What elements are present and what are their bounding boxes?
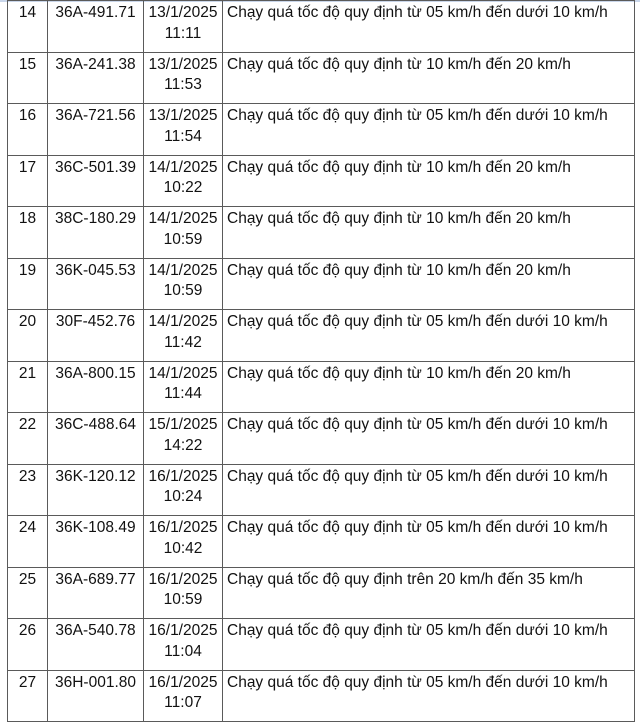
cell-index: 20 [8,310,48,362]
cell-violation: Chạy quá tốc độ quy định từ 10 km/h đến 20 km/h [223,361,635,413]
cell-datetime [144,155,223,207]
cell-datetime [144,361,223,413]
violation-date: 14/1/2025 [148,313,218,330]
violation-date: 14/1/2025 [148,210,218,227]
violation-date: 13/1/2025 [148,4,218,21]
cell-license-plate: 36K-045.53 [48,258,144,310]
cell-violation: Chạy quá tốc độ quy định từ 05 km/h đến dưới 10 km/h [223,670,635,722]
table-row [8,361,635,413]
cell-datetime [144,52,223,104]
violation-time: 11:11 [164,24,202,42]
cell-license-plate: 36A-491.71 [48,1,144,53]
cell-index: 25 [8,567,48,619]
violations-table [7,0,635,722]
cell-violation: Chạy quá tốc độ quy định từ 10 km/h đến 20 km/h [223,258,635,310]
violation-time: 10:59 [163,591,203,608]
table-row [8,155,635,207]
cell-datetime [144,207,223,259]
cell-index: 16 [8,104,48,156]
violation-time: 14:22 [163,436,203,454]
cell-violation: Chạy quá tốc độ quy định từ 05 km/h đến dưới 10 km/h [223,104,635,156]
violation-date: 16/1/2025 [148,673,218,691]
cell-index: 18 [8,207,48,259]
table-row [8,619,635,671]
cell-violation: Chạy quá tốc độ quy định từ 05 km/h đến dưới 10 km/h [223,464,635,516]
cell-index: 26 [8,619,48,671]
violation-time: 11:54 [164,127,202,145]
cell-license-plate: 36A-721.56 [48,104,144,156]
violation-date: 16/1/2025 [148,622,218,639]
violation-date: 16/1/2025 [148,519,218,536]
violation-date: 15/1/2025 [148,416,218,433]
cell-violation: Chạy quá tốc độ quy định từ 10 km/h đến 20 km/h [223,207,635,259]
cell-license-plate: 36C-501.39 [48,155,144,207]
cell-violation: Chạy quá tốc độ quy định từ 05 km/h đến dưới 10 km/h [223,310,635,362]
cell-index: 23 [8,464,48,516]
table-row [8,104,635,156]
cell-license-plate: 36C-488.64 [48,413,144,465]
cell-datetime [144,310,223,362]
cell-license-plate: 36A-800.15 [48,361,144,413]
violation-time: 10:22 [163,179,203,196]
cell-license-plate: 36K-108.49 [48,516,144,568]
table-row [8,258,635,310]
cell-license-plate: 36A-689.77 [48,567,144,619]
table-row [8,567,635,619]
violation-date: 14/1/2025 [148,158,218,176]
violation-date: 16/1/2025 [148,570,218,588]
violation-date: 14/1/2025 [148,364,218,382]
violation-time: 11:07 [164,694,202,711]
violation-date: 16/1/2025 [148,467,218,485]
cell-violation: Chạy quá tốc độ quy định từ 05 km/h đến dưới 10 km/h [223,619,635,671]
cell-datetime [144,1,223,53]
cell-index: 19 [8,258,48,310]
cell-index: 22 [8,413,48,465]
cell-index: 21 [8,361,48,413]
cell-violation: Chạy quá tốc độ quy định từ 10 km/h đến 20 km/h [223,52,635,104]
cell-license-plate: 36A-540.78 [48,619,144,671]
violation-time: 11:44 [164,385,202,402]
table-row [8,207,635,259]
cell-index: 24 [8,516,48,568]
violation-time: 10:42 [163,539,203,557]
table-row [8,1,635,53]
cell-violation: Chạy quá tốc độ quy định từ 05 km/h đến dưới 10 km/h [223,1,635,53]
cell-violation: Chạy quá tốc độ quy định từ 10 km/h đến 20 km/h [223,155,635,207]
violation-date: 14/1/2025 [148,261,218,279]
cell-index: 27 [8,670,48,722]
violation-time: 11:42 [164,333,202,351]
cell-index: 17 [8,155,48,207]
cell-license-plate: 30F-452.76 [48,310,144,362]
violation-time: 11:53 [164,76,202,93]
cell-violation: Chạy quá tốc độ quy định từ 05 km/h đến dưới 10 km/h [223,413,635,465]
violation-time: 10:59 [163,230,203,248]
violation-time: 11:04 [164,642,202,660]
cell-license-plate: 38C-180.29 [48,207,144,259]
cell-datetime [144,464,223,516]
violation-time: 10:24 [163,488,203,505]
cell-datetime [144,258,223,310]
violation-date: 13/1/2025 [148,107,218,124]
cell-datetime [144,567,223,619]
table-row [8,52,635,104]
cell-license-plate: 36A-241.38 [48,52,144,104]
cell-license-plate: 36H-001.80 [48,670,144,722]
violation-time: 10:59 [163,282,203,299]
table-row [8,464,635,516]
violations-table-body [8,1,635,722]
violation-date: 13/1/2025 [148,55,218,73]
table-row [8,413,635,465]
cell-datetime [144,104,223,156]
cell-license-plate: 36K-120.12 [48,464,144,516]
table-row [8,516,635,568]
cell-violation: Chạy quá tốc độ quy định từ 05 km/h đến dưới 10 km/h [223,516,635,568]
cell-violation: Chạy quá tốc độ quy định trên 20 km/h đến 35 km/h [223,567,635,619]
cell-datetime [144,413,223,465]
cell-datetime [144,619,223,671]
cell-index: 15 [8,52,48,104]
cell-datetime [144,516,223,568]
cell-index: 14 [8,1,48,53]
table-row [8,310,635,362]
